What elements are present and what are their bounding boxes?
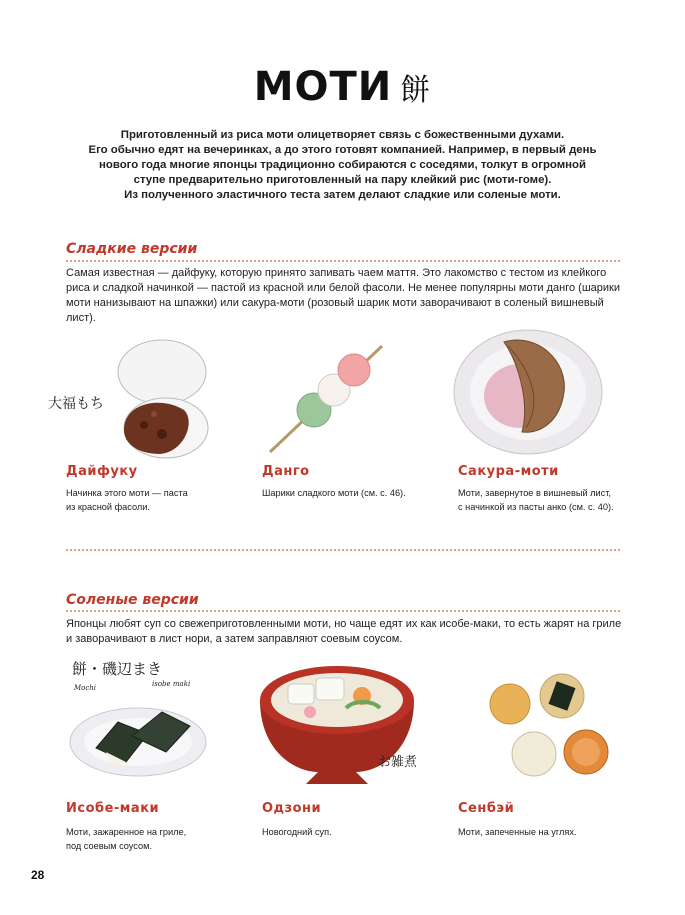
description-line: Моти, запеченные на углях. bbox=[458, 827, 577, 837]
description-line: из красной фасоли. bbox=[66, 502, 150, 512]
isobe-maki-description bbox=[66, 825, 186, 853]
intro-line: Его обычно едят на вечеринках, а до этого готовят компанией. Например, в первый день bbox=[88, 144, 597, 156]
description-line: под соевым соусом. bbox=[66, 841, 152, 851]
sakura-mochi-illustration bbox=[448, 322, 608, 462]
intro-line: нового года многие японцы традиционно собираются с соседями, толкут в огромной bbox=[99, 159, 586, 171]
intro-line: ступе предварительно приготовленный на пару клейкий рис (моти-гоме). bbox=[133, 174, 552, 186]
description-line: с начинкой из пасты анко (см. с. 40). bbox=[458, 502, 614, 512]
page-title bbox=[0, 64, 685, 110]
dango-description bbox=[262, 486, 406, 500]
title-text: МОТИ bbox=[253, 64, 393, 110]
description-line: Начинка этого моти — паста bbox=[66, 488, 188, 498]
daifuku-handwriting: 大福もち bbox=[48, 396, 104, 412]
sakura-mochi-title: Сакура-моти bbox=[458, 464, 559, 479]
daifuku-title: Дайфуку bbox=[66, 464, 138, 479]
intro-line: Из полученного эластичного теста затем делают сладкие или соленые моти. bbox=[124, 189, 561, 201]
daifuku-description bbox=[66, 486, 188, 514]
isobe-maki-title: Исобе-маки bbox=[66, 801, 160, 816]
sakura-mochi-description bbox=[458, 486, 614, 514]
senbei-illustration bbox=[482, 660, 612, 785]
ozoni-title: Одзони bbox=[262, 801, 322, 816]
sweet-paragraph: Самая известная — дайфуку, которую принято запивать чаем маття. Это лакомство с тестом из клейкого риса и сладкой начинкой — пастой из красной или белой фасоли. Не менее популярны моти данго (шарики моти нанизывают на шпажки) или сакура-моти (розовый шарик моти заворачивают в соленый вишневый лист). bbox=[66, 267, 620, 324]
ozoni-description bbox=[262, 825, 332, 839]
intro-paragraph bbox=[80, 128, 605, 203]
senbei-title: Сенбэй bbox=[458, 801, 515, 816]
dango-title: Данго bbox=[262, 464, 310, 479]
isobe-small-label: isobe maki bbox=[152, 680, 191, 688]
isobe-handwriting: 餅・磯辺まき bbox=[72, 660, 163, 678]
senbei-description bbox=[458, 825, 576, 839]
ozoni-handwriting: お雑煮 bbox=[378, 755, 418, 770]
sweet-section-heading: Сладкие версии bbox=[66, 241, 198, 257]
description-line: Моти, зажаренное на гриле, bbox=[66, 827, 187, 837]
salty-section-heading: Соленые версии bbox=[66, 592, 199, 608]
dango-illustration bbox=[262, 340, 392, 460]
description-line: Шарики сладкого моти (см. с. 46). bbox=[262, 488, 406, 498]
intro-line: Приготовленный из риса моти олицетворяет связь с божественными духами. bbox=[120, 129, 565, 141]
title-kanji: 餅 bbox=[400, 73, 432, 108]
ozoni-illustration bbox=[254, 660, 444, 785]
section-divider bbox=[66, 549, 620, 551]
isobe-maki-illustration bbox=[66, 652, 216, 782]
isobe-small-label: Mochi bbox=[74, 684, 97, 692]
description-line: Новогодний суп. bbox=[262, 827, 332, 837]
description-line: Моти, завернутое в вишневый лист, bbox=[458, 488, 611, 498]
salty-paragraph: Японцы любят суп со свежеприготовленными моти, но чаще едят их как исобе-маки, то есть жарят на гриле и заворачивают в лист нори, а затем заправляют соевым соусом. bbox=[66, 618, 622, 645]
daifuku-illustration bbox=[44, 330, 214, 460]
section-divider bbox=[66, 260, 620, 262]
page-number: 28 bbox=[31, 868, 45, 882]
section-divider bbox=[66, 610, 620, 612]
